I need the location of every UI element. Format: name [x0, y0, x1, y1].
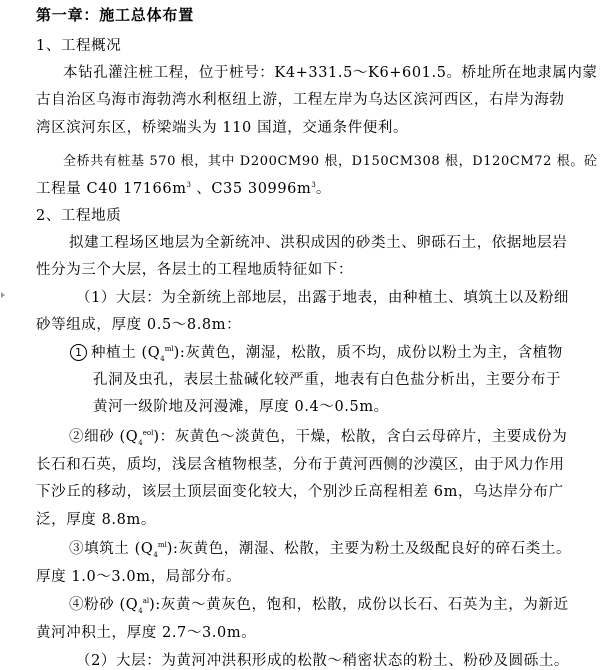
layer1-line: （1）大层：为全新统上部地层，出露于地表，由种植土、填筑土以及粉细 [76, 290, 570, 306]
item-name: 种植土 (Q [91, 345, 161, 361]
item-description: ):灰黄～黄灰色，饱和，松散，成份以长石、石英为主，为新近 [149, 597, 569, 613]
geology-paragraph-line: 性分为三个大层，各层土的工程地质特征如下： [36, 262, 354, 278]
overview-paragraph-line: 古自治区乌海市海勃湾水利枢纽上游，工程左岸为乌达区滨河西区，右岸为海勃 [36, 92, 565, 108]
pile-count-line: 全桥共有桩基 570 根，其中 D200CM90 根，D150CM308 根，D120CM72 根。砼 [63, 154, 598, 169]
item-planting-soil-line: 黄河一级阶地及河漫滩，厚度 0.4～0.5m。 [93, 399, 389, 415]
overview-paragraph-line: 本钻孔灌注桩工程，位于桩号：K4+331.5～K6+601.5。桥址所在地隶属内蒙 [63, 65, 598, 81]
unit-superscript: 3 [311, 181, 316, 190]
item-description: ):灰黄色，潮湿，松散，质不均，成份以粉土为主，含植物 [173, 345, 563, 361]
item-fine-sand [69, 428, 567, 446]
margin-marker-icon [1, 292, 5, 298]
overview-paragraph-line: 湾区滨河东区，桥梁端头为 110 国道，交通条件便利。 [36, 120, 409, 136]
formula-subscript: 4 [153, 550, 158, 559]
circled-number-1: 1 [70, 344, 87, 361]
item-name: ③填筑土 (Q [69, 541, 154, 557]
concrete-volume-text: 、C35 30996m [191, 181, 312, 197]
item-planting-soil-line: 孔洞及虫孔，表层土盐碱化较严重，地表有白色盐分析出，主要分布于 [93, 372, 562, 388]
formula-superscript: al [142, 597, 150, 606]
item-silty-sand [69, 596, 569, 614]
item-silty-sand-line: 黄河冲积土，厚度 2.7～3.0m。 [36, 625, 257, 641]
item-description: )：灰黄色～淡黄色，干燥，松散，含白云母碎片，主要成份为 [153, 429, 568, 445]
section-heading-geology: 2、工程地质 [36, 208, 122, 224]
formula-superscript: ml [157, 541, 167, 550]
item-fill-soil [69, 540, 571, 558]
concrete-volume-text: 。 [315, 181, 331, 197]
formula-subscript: 4 [138, 438, 143, 447]
item-fine-sand-line: 长石和石英，质均，浅层含植物根茎，分布于黄河西侧的沙漠区，由于风力作用 [36, 457, 565, 473]
layer1-line: 砂等组成，厚度 0.5～8.8m： [36, 317, 242, 333]
unit-superscript: 3 [186, 181, 192, 190]
chapter-title: 第一章：施工总体布置 [36, 6, 195, 24]
item-fine-sand-line: 泛，厚度 8.8m。 [36, 512, 156, 528]
concrete-volume-line [36, 180, 331, 198]
item-name: ②细砂 (Q [69, 429, 139, 445]
item-fine-sand-line: 下沙丘的移动，该层土顶层面变化较大，个别沙丘高程相差 6m，乌达岸分布广 [36, 484, 564, 500]
item-planting-soil [70, 344, 563, 362]
section-heading-overview: 1、工程概况 [36, 38, 122, 54]
formula-subscript: 4 [160, 354, 165, 363]
item-description: ):灰黄色，潮湿、松散，主要为粉土及级配良好的碎石类土。 [166, 541, 572, 557]
item-fill-soil-line: 厚度 1.0～3.0m，局部分布。 [36, 569, 242, 585]
concrete-volume-text: 工程量 C40 17166m [36, 181, 187, 197]
formula-superscript: eol [142, 429, 154, 438]
layer2-line: （2）大层：为黄河冲洪积形成的松散～稍密状态的粉土、粉砂及圆砾土。 [76, 653, 570, 669]
formula-superscript: ml [164, 345, 174, 354]
geology-paragraph-line: 拟建工程场区地层为全新统冲、洪积成因的砂类土、卵砾石土，依据地层岩 [69, 235, 568, 251]
item-name: ④粉砂 (Q [69, 597, 139, 613]
formula-subscript: 4 [138, 606, 143, 615]
